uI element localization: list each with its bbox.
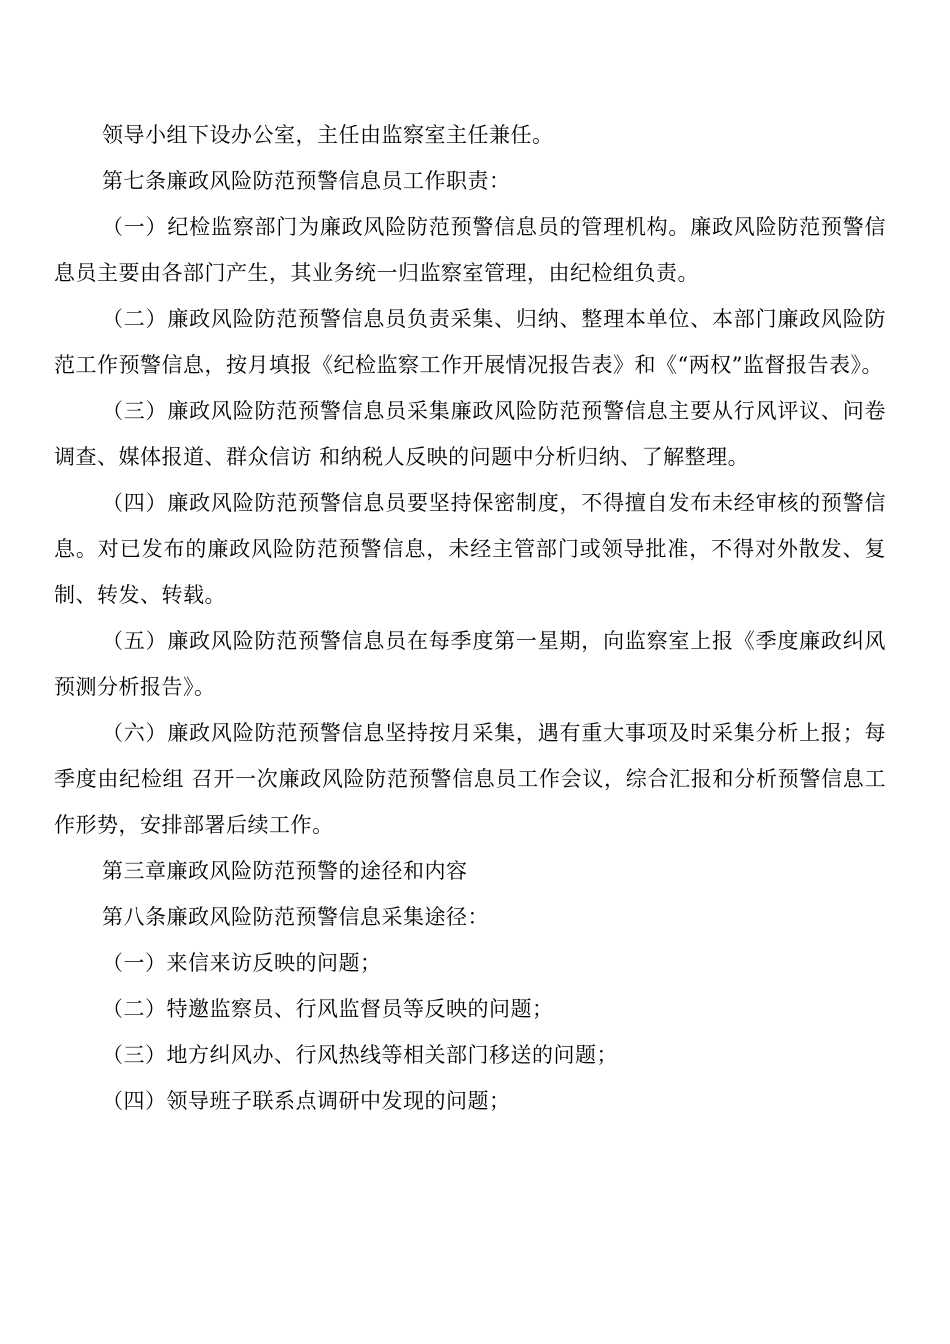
list-item-channel-three: （三）地方纠风办、行风热线等相关部门移送的问题；: [102, 1043, 618, 1067]
paragraph-article-eight-title: 第八条廉政风险防范预警信息采集途径：: [102, 905, 489, 929]
chapter-three-heading: 第三章廉政风险防范预警的途径和内容: [102, 859, 468, 883]
paragraph-duty-two: （二）廉政风险防范预警信息员负责采集、归纳、整理本单位、本部门廉政风险防范工作预警信息，按月填报《纪检监察工作开展情况报告表》和《“两权”监督报告表》。: [54, 307, 886, 377]
paragraph-duty-four: （四）廉政风险防范预警信息员要坚持保密制度，不得擅自发布未经审核的预警信息。对已发布的廉政风险防范预警信息，未经主管部门或领导批准，不得对外散发、复制、转发、转载。: [54, 491, 886, 607]
paragraph-duty-six: （六）廉政风险防范预警信息坚持按月采集，遇有重大事项及时采集分析上报；每季度由纪检组 召开一次廉政风险防范预警信息员工作会议，综合汇报和分析预警信息工作形势，安排部署后续工作。: [54, 721, 886, 837]
list-item-channel-two: （二）特邀监察员、行风监督员等反映的问题；: [102, 997, 554, 1021]
document-body: [54, 112, 886, 1124]
list-item-channel-four: （四）领导班子联系点调研中发现的问题；: [102, 1089, 511, 1113]
paragraph-office: 领导小组下设办公室，主任由监察室主任兼任。: [102, 123, 554, 147]
paragraph-duty-one: （一）纪检监察部门为廉政风险防范预警信息员的管理机构。廉政风险防范预警信息员主要由各部门产生，其业务统一归监察室管理，由纪检组负责。: [54, 215, 886, 285]
paragraph-duty-five: （五）廉政风险防范预警信息员在每季度第一星期，向监察室上报《季度廉政纠风预测分析报告》。: [54, 629, 886, 699]
paragraph-article-seven-title: 第七条廉政风险防范预警信息员工作职责：: [102, 169, 511, 193]
paragraph-duty-three: （三）廉政风险防范预警信息员采集廉政风险防范预警信息主要从行风评议、问卷调查、媒体报道、群众信访 和纳税人反映的问题中分析归纳、了解整理。: [54, 399, 886, 469]
list-item-channel-one: （一）来信来访反映的问题；: [102, 951, 382, 975]
